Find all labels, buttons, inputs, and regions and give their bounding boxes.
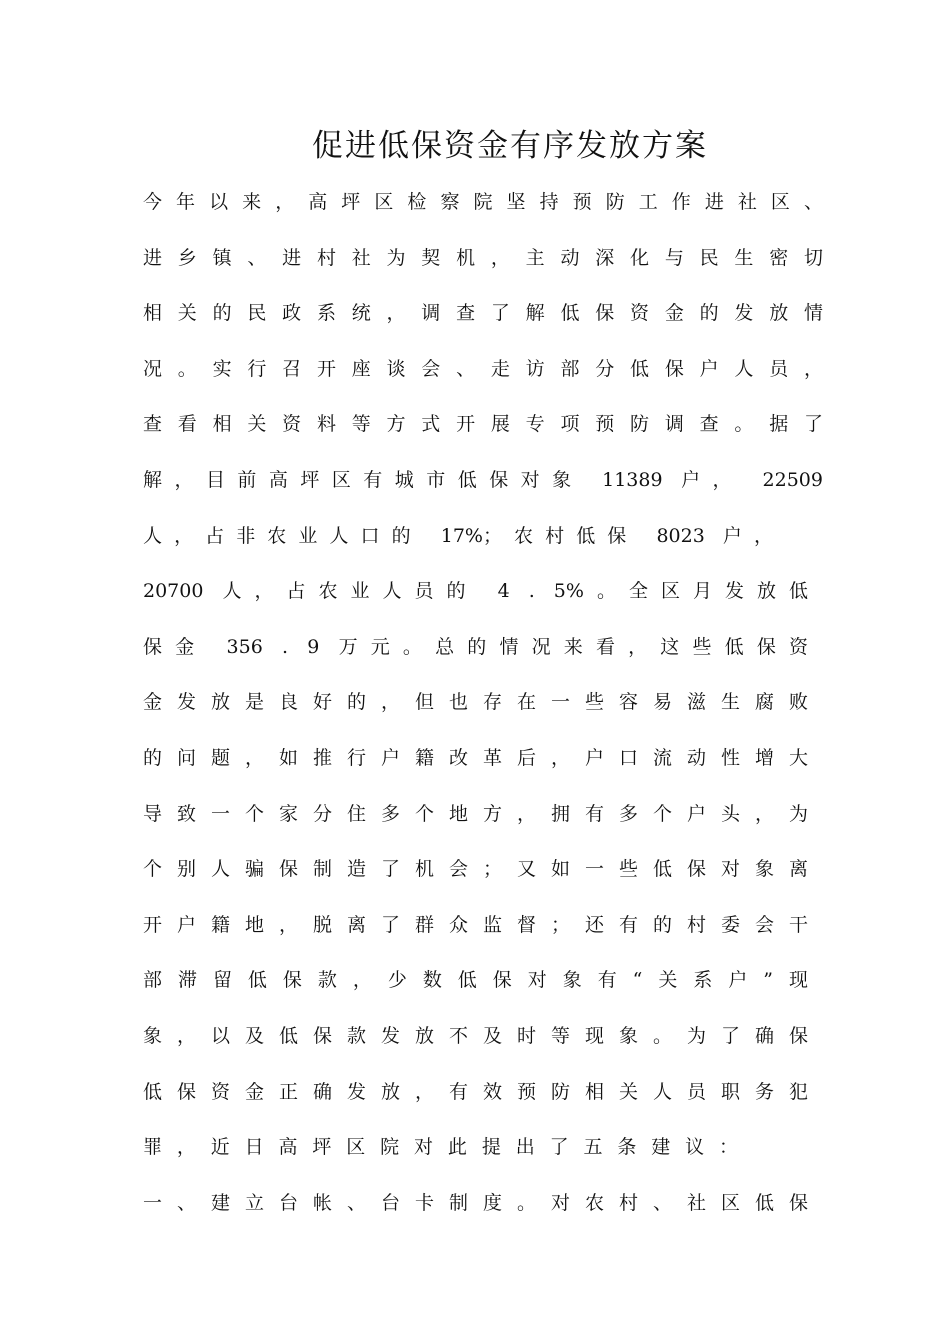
- text-line: 金发放是良好的，但也存在一些容易滋生腐败: [143, 691, 808, 713]
- text-line: 解，目前高坪区有城市低保对象 11389 户， 22509: [143, 469, 823, 491]
- text-line: 相关的民政系统，调查了解低保资金的发放情: [143, 302, 823, 324]
- text-line: 象，以及低保款发放不及时等现象。为了确保: [143, 1025, 808, 1047]
- text-line: 查看相关资料等方式开展专项预防调查。据了: [143, 413, 823, 435]
- text-line: 人，占非农业人口的 17%；农村低保 8023 户，: [143, 525, 773, 547]
- text-line: 部滞留低保款，少数低保对象有“关系户”现: [143, 969, 808, 991]
- text-line: 进乡镇、进村社为契机，主动深化与民生密切: [143, 247, 823, 269]
- text-line: 一、建立台帐、台卡制度。对农村、社区低保: [143, 1192, 808, 1214]
- text-line: 保金 356 . 9 万元。总的情况来看，这些低保资: [143, 636, 808, 658]
- text-line: 导致一个家分住多个地方，拥有多个户头，为: [143, 803, 808, 825]
- text-line: 20700 人，占农业人员的 4 . 5%。全区月发放低: [143, 580, 808, 602]
- text-line: 的问题，如推行户籍改革后，户口流动性增大: [143, 747, 808, 769]
- text-line: 个别人骗保制造了机会；又如一些低保对象离: [143, 858, 808, 880]
- text-line: 罪，近日高坪区院对此提出了五条建议：: [143, 1136, 738, 1158]
- text-line: 低保资金正确发放，有效预防相关人员职务犯: [143, 1081, 808, 1103]
- document-title: 促进低保资金有序发放方案: [312, 128, 708, 164]
- text-line: 今年以来，高坪区检察院坚持预防工作进社区、: [143, 191, 823, 213]
- text-line: 开户籍地，脱离了群众监督；还有的村委会干: [143, 914, 808, 936]
- text-line: 况。实行召开座谈会、走访部分低保户人员，: [143, 358, 823, 380]
